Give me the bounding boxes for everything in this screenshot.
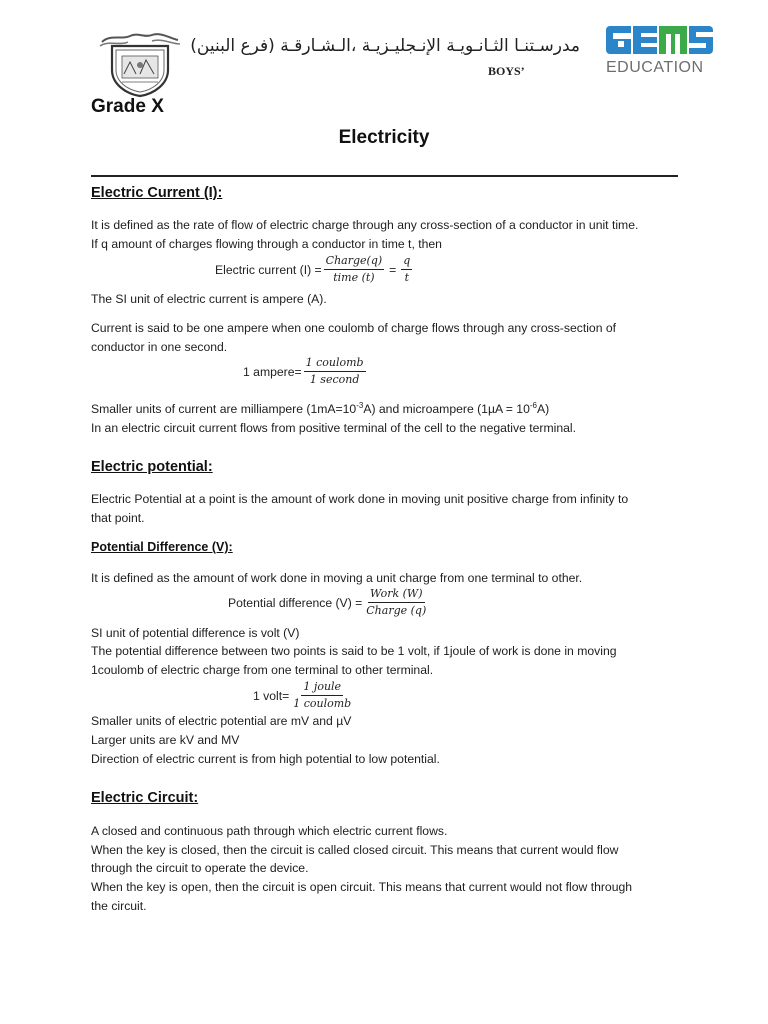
- paragraph: When the key is open, then the circuit is open circuit. This means that current would not flow through: [91, 880, 633, 894]
- school-crest-logo: [96, 30, 184, 98]
- text-run: A) and microampere (1µA = 10: [363, 402, 530, 416]
- paragraph: Smaller units of electric potential are mV and µV: [91, 714, 352, 728]
- page-title: Electricity: [338, 127, 430, 148]
- paragraph: that point.: [91, 511, 145, 525]
- paragraph: It is defined as the rate of flow of electric charge through any cross-section of a conductor in unit time.: [91, 218, 639, 232]
- section-heading-electric-potential: Electric potential:: [91, 459, 213, 475]
- gems-education-logo: [606, 26, 718, 82]
- gems-education-text: EDUCATION: [606, 59, 704, 76]
- paragraph: Direction of electric current is from high potential to low potential.: [91, 752, 440, 766]
- paragraph: conductor in one second.: [91, 340, 228, 354]
- paragraph-smaller-units: [91, 400, 549, 419]
- fraction-denominator: Charge (q): [366, 604, 427, 617]
- fraction: [291, 680, 353, 711]
- fraction-numerator: Charge(q): [324, 254, 385, 270]
- paragraph: In an electric circuit current flows from positive terminal of the cell to the negative terminal.: [91, 421, 576, 435]
- paragraph: the circuit.: [91, 899, 147, 913]
- superscript: -3: [356, 400, 364, 410]
- fraction: [304, 356, 366, 387]
- section-heading-electric-circuit: Electric Circuit:: [91, 790, 199, 806]
- subsection-heading-potential-difference: Potential Difference (V):: [91, 540, 233, 554]
- equation-potential-difference: [228, 587, 428, 618]
- equation-label: 1 ampere=: [243, 364, 302, 379]
- fraction-denominator: 1 second: [309, 373, 360, 386]
- fraction: [324, 254, 385, 285]
- text-run: Smaller units of current are milliampere (1mA=10: [91, 402, 357, 416]
- superscript: -6: [529, 400, 537, 410]
- paragraph: Current is said to be one ampere when one coulomb of charge flows through any cross-section of: [91, 321, 617, 335]
- paragraph: A closed and continuous path through which electric current flows.: [91, 824, 448, 838]
- fraction: [364, 587, 428, 618]
- equation-label: Electric current (I) =: [215, 262, 322, 277]
- gems-letter-s-icon: [689, 26, 713, 54]
- gems-letter-g-icon: [606, 26, 631, 54]
- paragraph: SI unit of potential difference is volt (V): [91, 626, 300, 640]
- paragraph: If q amount of charges flowing through a conductor in time t, then: [91, 237, 442, 251]
- fraction-denominator: 1 coulomb: [293, 697, 352, 710]
- equals-sign: =: [389, 262, 397, 277]
- paragraph: Larger units are kV and MV: [91, 733, 240, 747]
- equation-one-ampere: [243, 356, 366, 387]
- paragraph: The SI unit of electric current is ampere (A).: [91, 292, 327, 306]
- fraction-numerator: q: [401, 254, 412, 270]
- gems-letter-e-icon: [633, 26, 657, 54]
- fraction-numerator: Work (W): [368, 587, 425, 603]
- gems-wordmark: [606, 26, 718, 54]
- paragraph: through the circuit to operate the device.: [91, 861, 309, 875]
- equation-label: Potential difference (V) =: [228, 595, 363, 610]
- grade-heading: Grade X: [91, 96, 164, 117]
- text-run: A): [537, 402, 550, 416]
- fraction-numerator: 1 joule: [301, 680, 343, 696]
- equation-label: 1 volt=: [253, 688, 290, 703]
- fraction-numerator: 1 coulomb: [304, 356, 366, 372]
- fraction-denominator: time (t): [333, 271, 375, 284]
- fraction: [401, 254, 412, 285]
- title-divider: [91, 175, 678, 177]
- fraction-denominator: t: [404, 271, 410, 284]
- paragraph: It is defined as the amount of work done in moving a unit charge from one terminal to other.: [91, 571, 583, 585]
- gems-letter-m-icon: [659, 26, 687, 54]
- paragraph: 1coulomb of electric charge from one terminal to other terminal.: [91, 663, 434, 677]
- paragraph: The potential difference between two points is said to be 1 volt, if 1joule of work is done in moving: [91, 644, 617, 658]
- boys-label: BOYS’: [488, 64, 525, 78]
- equation-one-volt: [253, 680, 353, 711]
- paragraph: When the key is closed, then the circuit is called closed circuit. This means that current would flow: [91, 843, 619, 857]
- paragraph: Electric Potential at a point is the amount of work done in moving unit positive charge from infinity to: [91, 492, 629, 506]
- school-name-arabic: مدرسـتنـا الثـانـويـة الإنـجليـزيـة ،الـشـارقـة (فرع البنين): [190, 36, 580, 56]
- equation-electric-current: [215, 254, 412, 285]
- section-heading-electric-current: Electric Current (I):: [91, 185, 223, 201]
